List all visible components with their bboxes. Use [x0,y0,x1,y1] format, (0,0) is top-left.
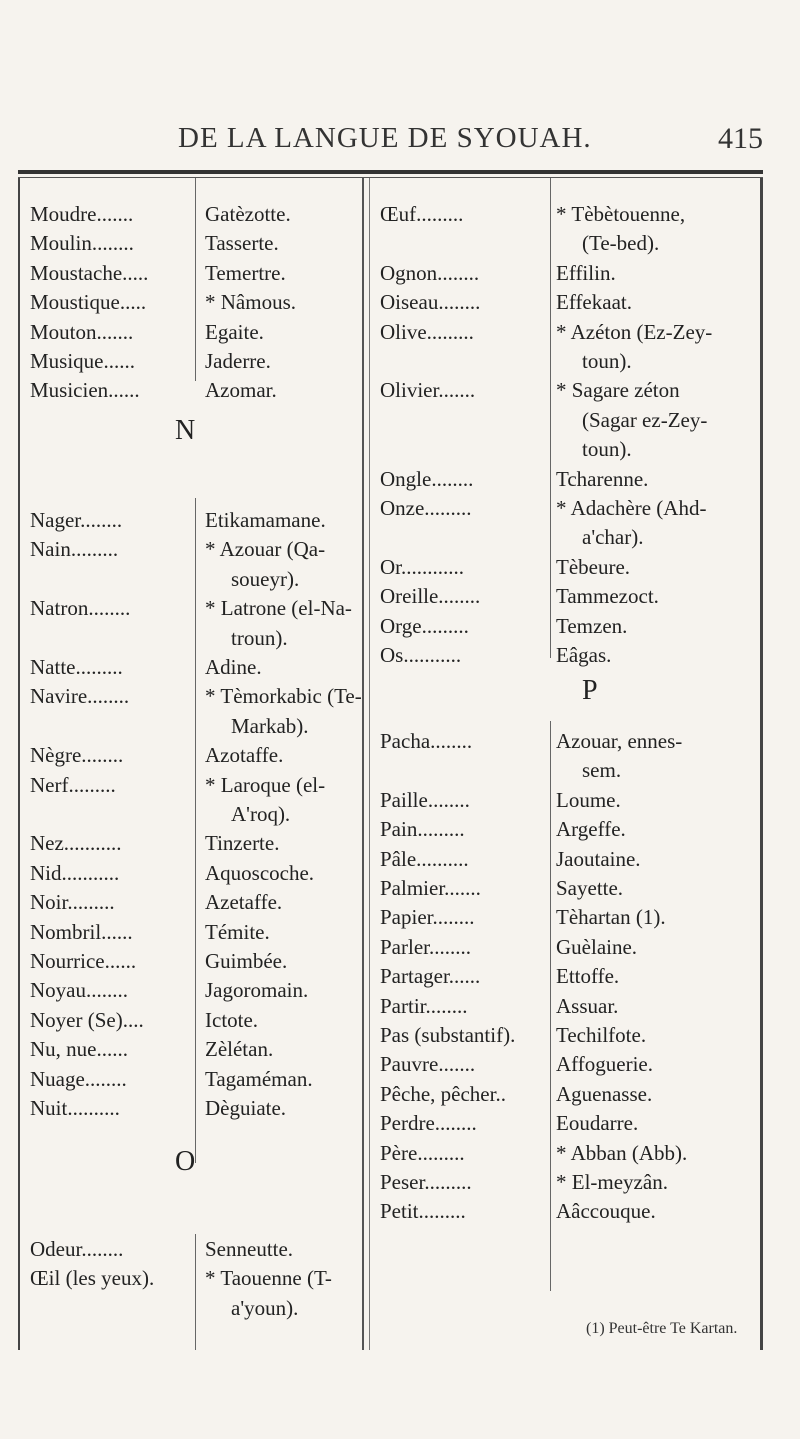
entry-definition: Etikamamane. [205,508,326,532]
entry-definition: Tèhartan (1). [556,905,666,930]
entry-definition-continued: (Te-bed). [582,231,660,256]
entry-definition-continued: A'roq). [231,801,291,826]
dictionary-entry [370,1021,760,1050]
entry-definition: * Tèbètouenne, [556,202,686,226]
entry-word: Nuage........ [30,1066,127,1091]
entry-word: Nid........... [30,860,120,885]
entry-word: Musique...... [30,349,135,373]
dictionary-entry [370,288,760,317]
entry-definition: Guimbée. [205,949,288,973]
dictionary-entry [370,1109,760,1138]
dictionary-entry [20,741,362,770]
entry-definition: Azotaffe. [205,743,284,768]
dictionary-entry [370,903,760,932]
dictionary-entry [20,771,362,830]
dictionary-entry [370,874,760,903]
entry-definition: Ettoffe. [556,964,620,989]
entry-word: Œil (les yeux). [30,1266,155,1291]
entry-definition: Effekaat. [556,290,632,315]
column-divider [362,178,364,1350]
entry-definition-continued: sem. [582,758,622,783]
dictionary-entry [370,318,760,377]
dictionary-entry [370,727,760,786]
entry-definition-continued: Markab). [231,713,309,738]
entry-definition: Ictote. [205,1007,259,1032]
dictionary-entry [20,976,362,1005]
entry-word: Odeur........ [30,1237,124,1261]
dictionary-entry [20,918,362,947]
entry-definition: Jagoromain. [205,978,309,1003]
entry-definition: Argeffe. [556,817,626,842]
entry-word: Pêche, pêcher.. [380,1081,506,1106]
entry-word: Petit......... [380,1199,466,1224]
dictionary-entry [20,200,362,229]
entry-definition: Azetaffe. [205,890,283,915]
entry-word: Mouton....... [30,319,134,344]
entry-word: Or............ [380,554,464,579]
dictionary-entry [370,1050,760,1079]
top-rule [18,170,763,174]
entry-word: Nu, nue...... [30,1037,128,1062]
dictionary-entry [20,259,362,288]
entry-definition: Adine. [205,655,262,679]
entry-word: Olivier....... [380,378,476,403]
dictionary-entry [20,376,362,405]
entry-word: Natte......... [30,655,123,679]
section-letter-p: P [582,675,598,706]
entry-word: Paille........ [380,787,470,812]
dictionary-entry [20,859,362,888]
dictionary-entry [20,1264,362,1323]
dictionary-entry [370,553,760,582]
dictionary-entry [20,1094,362,1123]
entry-word: Nez........... [30,831,122,856]
entry-definition: * Azéton (Ez-Zey- [556,319,713,344]
entry-word: Noyau........ [30,978,128,1003]
entry-word: Moudre....... [30,202,134,226]
dictionary-entry [20,347,362,376]
right-column [370,178,760,1350]
dictionary-entry [370,786,760,815]
dictionary-entry [20,682,362,741]
dictionary-entry [370,612,760,641]
entry-word: Oiseau........ [380,290,481,315]
dictionary-entry [20,506,362,535]
entry-word: Pacha........ [380,729,473,753]
entry-word: Pas (substantif). [380,1023,516,1047]
entry-definition-continued: troun). [231,625,288,650]
entry-definition: * Tèmorkabic (Te- [205,684,362,709]
dictionary-entry [20,288,362,317]
entry-definition: Tagaméman. [205,1066,313,1091]
entry-definition: Aâccouque. [556,1199,656,1224]
entry-word: Palmier....... [380,876,481,900]
entry-word: Père......... [380,1140,465,1165]
dictionary-entry [20,829,362,858]
section-letter-o: O [175,1146,196,1177]
entry-definition-continued: toun). [582,348,632,373]
entry-definition: Tèbeure. [556,554,631,579]
entry-word: Pâle.......... [380,846,469,871]
entry-word: Perdre........ [380,1111,477,1136]
entry-definition: Gatèzotte. [205,202,291,226]
entry-word: Nourrice...... [30,949,137,973]
entry-definition: Aquoscoche. [205,860,315,885]
entry-definition: Assuar. [556,993,619,1018]
entry-definition: * El-meyzân. [556,1170,668,1194]
entry-definition: Eoudarre. [556,1111,639,1136]
entry-definition: Témite. [205,919,270,944]
dictionary-entry [20,318,362,347]
entry-definition-continued: soueyr). [231,566,300,591]
entry-definition: * Abban (Abb). [556,1140,688,1165]
entry-definition: Jaderre. [205,349,271,373]
dictionary-entry [370,465,760,494]
entry-definition: Effilin. [556,260,616,285]
running-title: DE LA LANGUE DE SYOUAH. [178,122,592,154]
entry-definition: Eâgas. [556,643,612,667]
entry-word: Os........... [380,643,462,667]
dictionary-entry [370,1139,760,1168]
entry-word: Pain......... [380,817,465,842]
entry-word: Partir........ [380,993,468,1018]
entry-word: Partager...... [380,964,481,989]
entry-definition: * Sagare zéton [556,378,680,403]
dictionary-entry [20,594,362,653]
dictionary-entry [20,229,362,258]
entry-word: Natron........ [30,596,131,621]
entry-definition: Dèguiate. [205,1096,287,1120]
entry-definition: Azomar. [205,378,277,403]
footnote: (1) Peut-être Te Kartan. [586,1320,738,1337]
entry-definition: * Laroque (el- [205,772,326,797]
entry-word: Navire........ [30,684,130,709]
entry-definition: Techilfote. [556,1023,647,1047]
entry-word: Ognon........ [380,260,480,285]
entry-word: Onze......... [380,496,472,520]
dictionary-entry [20,535,362,594]
entry-word: Noyer (Se).... [30,1007,144,1032]
dictionary-entry [370,1080,760,1109]
entry-word: Noir......... [30,890,115,915]
entry-definition: Affoguerie. [556,1052,653,1077]
section-letter-n: N [175,415,196,446]
entry-word: Nain......... [30,537,119,562]
dictionary-entry [370,933,760,962]
entry-word: Musicien...... [30,378,140,403]
dictionary-entry [370,259,760,288]
dictionary-entry [370,815,760,844]
entry-definition: Sayette. [556,876,624,900]
dictionary-entry [370,992,760,1021]
entry-definition: Temzen. [556,613,628,638]
entry-word: Peser......... [380,1170,472,1194]
entry-word: Nombril...... [30,919,133,944]
dictionary-entry [20,1235,362,1264]
entry-definition: Tammezoct. [556,584,659,609]
dictionary-entry [370,641,760,670]
dictionary-entry [370,376,760,464]
entry-definition: Loume. [556,787,621,812]
left-column [20,178,362,1350]
page-number: 415 [718,122,763,155]
entry-definition-continued: toun). [582,437,632,462]
dictionary-entry [20,1035,362,1064]
entry-definition: Azouar, ennes- [556,729,683,753]
entry-word: Moulin........ [30,231,134,256]
dictionary-entry [20,888,362,917]
entry-word: Oreille........ [380,584,481,609]
entry-word: Œuf......... [380,202,464,226]
entry-word: Nuit.......... [30,1096,120,1120]
entry-definition-continued: (Sagar ez-Zey- [582,407,708,432]
entry-word: Nerf......... [30,772,116,797]
entry-definition: Temertre. [205,260,286,285]
entry-definition: Egaite. [205,319,264,344]
entry-definition: Guèlaine. [556,934,638,959]
entry-word: Nègre........ [30,743,124,768]
dictionary-entry [370,582,760,611]
dictionary-entry [20,653,362,682]
entry-word: Olive......... [380,319,474,344]
entry-word: Moustique..... [30,290,147,315]
entry-word: Moustache..... [30,260,149,285]
entry-definition: Jaoutaine. [556,846,641,871]
entry-word: Nager........ [30,508,123,532]
entry-word: Papier........ [380,905,475,930]
entry-definition: * Taouenne (T- [205,1266,332,1291]
entry-definition: * Latrone (el-Na- [205,596,352,621]
entry-word: Ongle........ [380,466,474,491]
dictionary-entry [20,1065,362,1094]
dictionary-entry [370,962,760,991]
entry-definition: * Nâmous. [205,290,296,315]
dictionary-entry [370,1168,760,1197]
frame-right-border [760,178,763,1350]
entry-definition: Tinzerte. [205,831,280,856]
entry-definition-continued: a'char). [582,525,644,550]
page-header [0,122,800,162]
dictionary-entry [370,845,760,874]
entry-definition: Zèlétan. [205,1037,274,1062]
entry-definition: Tcharenne. [556,466,649,491]
entry-word: Pauvre....... [380,1052,476,1077]
entry-word: Parler........ [380,934,471,959]
dictionary-entry [370,494,760,553]
dictionary-entry [370,200,760,259]
entry-definition: Aguenasse. [556,1081,653,1106]
entry-definition: Senneutte. [205,1237,294,1261]
entry-definition: Tasserte. [205,231,279,256]
dictionary-entry [20,1006,362,1035]
entry-definition: * Adachère (Ahd- [556,496,707,520]
dictionary-entry [20,947,362,976]
dictionary-entry [370,1197,760,1226]
entry-definition-continued: a'youn). [231,1295,299,1320]
entry-word: Orge......... [380,613,469,638]
entry-definition: * Azouar (Qa- [205,537,326,562]
